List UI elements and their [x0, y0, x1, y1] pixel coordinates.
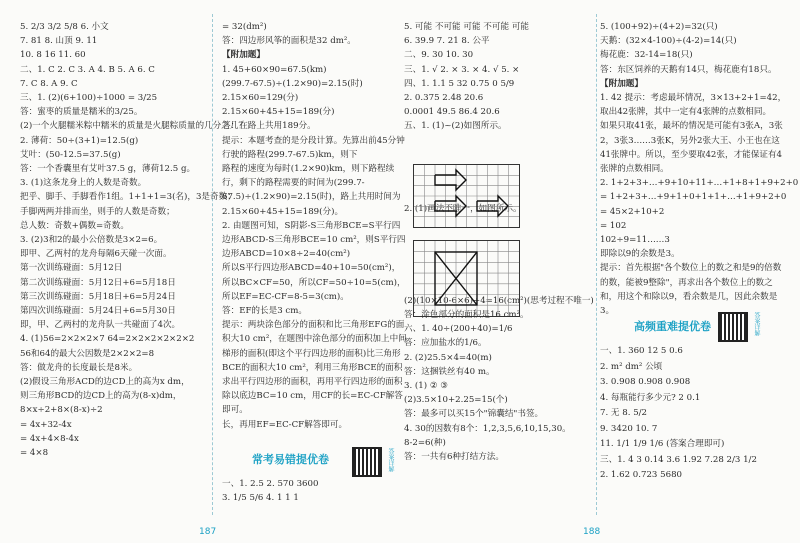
- answer-line: 2. 由题图可知，S阴影-S三角形BCE=S平行四边形ABCD-S三角形BCE=10 cm²，则S平行四边形ABCD=10×8÷2=40(cm²): [222, 220, 406, 260]
- answer-line: 3. (1)这条龙身上的人数是奇数。: [20, 178, 147, 189]
- answer-line: (2)3.5×10+2.25=15(个): [404, 395, 508, 406]
- answer-line: (2)假设三角形ACD的边CD上的高为x dm，: [20, 377, 190, 388]
- answer-line: 答：做龙舟的长度最长是8米。: [20, 362, 138, 373]
- answer-line: 三、1. √ 2. × 3. × 4. √ 5. ×: [404, 64, 520, 75]
- answer-line: 1. 45+60×90=67.5(km): [222, 64, 327, 75]
- answer-line: 2. (2)25.5×4=40(m): [404, 352, 492, 363]
- answer-line: 即除以9的余数是3。: [600, 249, 680, 260]
- answer-line: 则三角形BCD的边CD上的高为(8-x)dm，: [20, 391, 182, 402]
- answer-line: 3. 1/5 5/6 4. 1 1 1: [222, 493, 299, 504]
- answer-line: (2)一个火腿糯米粽中糯米的质量是火腿粽质量的几分之几？: [20, 121, 248, 132]
- page-number-right: 188: [583, 527, 601, 537]
- answer-line: 6. 39.9 7. 21 8. 公平: [404, 36, 490, 47]
- answer-line: 答：一个香囊里有艾叶37.5 g，薄荷12.5 g。: [20, 164, 196, 175]
- answer-line: 手脚两两并排而坐，则手的人数是奇数；: [20, 206, 175, 217]
- answer-line: 第三次训练碰面：5月18日+6=5月24日: [20, 291, 176, 302]
- column-divider: [212, 14, 213, 515]
- answer-line: 路程的速度为每时(1.2×90)km，则下路程续行，剩下的路程需要的时间为(299.7-67.5)÷(1.2×90)=2.15(时)，路上共用时间为2.15×60+45+15=189(分)。: [222, 164, 401, 217]
- answer-line: 如果只取41张，最坏的情况是可能有3张A，3张2，3张3……3张K，另外2张大王、小王也在这41张牌中。所以，至少要取42张，才能保证有4张牌的点数相同。: [600, 121, 783, 175]
- answer-line: 4. 每瓶能行多少元? 2 0.1: [600, 392, 701, 403]
- answer-line: 艾叶：(50-12.5=37.5(g): [20, 149, 121, 160]
- banner-title: 常考易错提优卷: [252, 453, 329, 466]
- answer-line: 答：应加盐水的1/6。: [404, 338, 487, 349]
- banner-title: 高频重难提优卷: [634, 320, 711, 333]
- column-2: [222, 20, 408, 432]
- answer-line: = 32(dm²): [222, 22, 267, 32]
- answer-line: 五、1. (1)~(2)如图所示。: [404, 121, 507, 132]
- answer-line: 答：在路上共用189分。: [222, 121, 316, 132]
- answer-line: 三、1. 4 3 0.14 3.6 1.92 7.28 2/3 1/2: [600, 454, 757, 465]
- answer-line: 答：EF的长是3 cm。: [222, 306, 307, 317]
- answer-line: = 1+2+3+…+9+1+0+1+1+…+1+9+2+0: [600, 192, 787, 203]
- grid-figure-2: [413, 240, 520, 317]
- answer-line: 提示：本题考查的是分段计算。先算出前45分钟行驶的路程(299.7-67.5)km，则下: [222, 135, 405, 160]
- answer-line: 3. (1) ② ③: [404, 381, 448, 392]
- page-number-left: 187: [199, 527, 217, 537]
- column-4: [600, 20, 799, 318]
- column-4-tail: [600, 344, 788, 484]
- answer-line: 5. 2/3 3/2 5/8 6. 小文: [20, 22, 109, 32]
- answer-line: 第一次训练碰面：5月12日: [20, 263, 123, 274]
- answer-line: 二、1. C 2. C 3. A 4. B 5. A 6. C: [20, 64, 155, 75]
- answer-line: 总人数：奇数+偶数=奇数。: [20, 220, 129, 231]
- answer-line: 答：最多可以买15个"锦囊结"书签。: [404, 409, 544, 420]
- answer-line: 把乎、脚手、手脚看作1组。1+1+1=3(名)，3是奇数；: [20, 192, 236, 203]
- answer-line: 答：东区饲养的天鹅有14只，梅花鹿有18只。: [600, 64, 777, 75]
- qr-note: 答案详解: [753, 312, 760, 336]
- answer-line: 答：蜜枣的质量是糯米的3/25。: [20, 107, 143, 118]
- answer-line: 六、1. 40÷(200+40)=1/6: [404, 324, 513, 335]
- answer-line: (2)(10×10-6×6)÷4=16(cm²)(思考过程不唯一): [404, 295, 594, 306]
- answer-line: 即，甲、乙两村的龙舟队一共碰面了4次。: [20, 320, 181, 331]
- answer-line: 【附加题】: [222, 50, 265, 61]
- answer-line: 2.15×60+45+15=189(分): [222, 107, 335, 118]
- grid-figure-2-svg: [414, 241, 519, 316]
- answer-line: 三、1. (2)(6+100)÷1000 = 3/25: [20, 93, 158, 104]
- grid-figure-1: [413, 164, 520, 228]
- answer-line: 7. 81 8. 山顶 9. 11: [20, 36, 98, 47]
- answer-line: 102÷9=11……3: [600, 235, 670, 246]
- answer-line: 56和64的最大公因数是2×2×2=8: [20, 348, 155, 359]
- answer-line: = 102: [600, 220, 627, 231]
- answer-line: 答：一共有6种打结方法。: [404, 452, 504, 463]
- answer-line: 即甲、乙两村的龙舟每隔6天碰一次面。: [20, 249, 172, 260]
- answer-line: 梅花鹿：32-14=18(只): [600, 50, 693, 61]
- answer-line: = 4x+4×8-4x: [20, 433, 79, 444]
- answer-line: 7. 无 8. 5/2: [600, 408, 648, 418]
- column-divider: [596, 14, 597, 515]
- answer-line: 2. (1)画法不唯一，如图所示。: [404, 203, 522, 214]
- answer-line: 四、1. 1.1 5 32 0.75 0 5/9: [404, 78, 515, 89]
- answer-line: 7. C 8. A 9. C: [20, 78, 78, 89]
- answer-line: 11. 1/1 1/9 1/6 (答案合理即可): [600, 439, 725, 449]
- qr-code-icon: [352, 447, 382, 477]
- section-banner-high-frequency: [634, 318, 784, 334]
- answer-line: 2. 1+2+3+…+9+10+11+…+1+8+1+9+2+0: [600, 178, 799, 189]
- answer-line: 3. 0.908 0.908 0.908: [600, 377, 691, 387]
- answer-line: = 4x+32-4x: [20, 419, 72, 430]
- answer-line: 1. 42 提示：考虑最坏情况，3×13+2+1=42，取出42张牌，其中一定有4张牌的点数相同。: [600, 93, 787, 118]
- answer-line: 4. 30的因数有8个：1,2,3,5,6,10,15,30。: [404, 423, 571, 434]
- answer-line: 二、9. 30 10. 30: [404, 50, 474, 61]
- answer-line: 4. (1)56=2×2×2×7 64=2×2×2×2×2×2: [20, 334, 195, 345]
- answer-line: 8×x÷2+8×(8-x)÷2: [20, 405, 103, 416]
- answer-line: 一、1. 2.5 2. 570 3600: [222, 479, 319, 489]
- answer-line: 2. 0.375 2.48 20.6: [404, 93, 484, 104]
- answer-line: 2. m² dm² 公顷: [600, 361, 663, 372]
- answer-line: 2. 1.62 0.723 5680: [600, 470, 683, 480]
- grid-figure-1-svg: [414, 165, 519, 227]
- answer-line: 9. 3420 10. 7: [600, 423, 658, 434]
- answer-line: 2. 薄荷：50÷(3+1)=12.5(g): [20, 135, 139, 146]
- answer-line: (299.7-67.5)÷(1.2×90)=2.15(时): [222, 78, 363, 89]
- answer-line: 10. 8 16 11. 60: [20, 50, 86, 61]
- answer-line: 8-2=6(种): [404, 437, 446, 448]
- answer-line: 长，再用EF=EC-CF解答即可。: [222, 419, 348, 430]
- answer-line: 答：涂色部分的面积是16 cm²。: [404, 310, 529, 321]
- answer-line: 提示：两块涂色部分的面积和比三角形EFG的面积大10 cm²，在题图中涂色部分的面积加上中间梯形的面积(即这个平行四边形的面积)比三角形BCE的面积大10 cm²，利用三角形BCE的面积求出平行四边形的面积，再用平行四边形的面积除以底边BC=10 cm，用CF的长=EC-CF解答即可。: [222, 320, 407, 416]
- answer-line: 所以S平行四边形ABCD=40+10=50(cm²)，所以BC×CF=50，所以CF=50÷10=5(cm)，所以EF=EC-CF=8-5=3(cm)。: [222, 263, 406, 302]
- answer-line: 0.0001 49.5 86.4 20.6: [404, 107, 500, 118]
- answer-line: 答：这捆铁丝有40 m。: [404, 366, 495, 377]
- answer-line: 答：四边形风筝的面积是32 dm²。: [222, 36, 356, 47]
- answer-line: 第四次训练碰面：5月24日+6=5月30日: [20, 306, 176, 317]
- column-2-tail: [222, 477, 408, 505]
- qr-code-icon: [718, 312, 748, 342]
- answer-line: 3. (2)3和2的最小公倍数是3×2=6。: [20, 235, 163, 246]
- answer-line: 一、1. 360 12 5 0.6: [600, 346, 683, 356]
- answer-line: 5. 可能 不可能 可能 不可能 可能: [404, 22, 529, 32]
- answer-line: 【附加题】: [600, 78, 643, 89]
- answer-line: 第二次训练碰面：5月12日+6=5月18日: [20, 277, 176, 288]
- answer-line: = 4×8: [20, 448, 49, 459]
- answer-line: 天鹅：(32×4-100)÷(4-2)=14(只): [600, 36, 737, 47]
- answer-line: 5. (100+92)÷(4+2)=32(只): [600, 22, 718, 32]
- answer-line: 2.15×60=129(分): [222, 93, 299, 104]
- answer-line: 提示：首先根据"各个数位上的数之和是9的倍数的数，能被9整除"，再求出各个数位上的数之和，用这个和除以9，看余数是几，因此余数是3。: [600, 263, 782, 317]
- qr-note: 答案详解: [387, 448, 394, 472]
- answer-line: = 45×2+10+2: [600, 206, 665, 217]
